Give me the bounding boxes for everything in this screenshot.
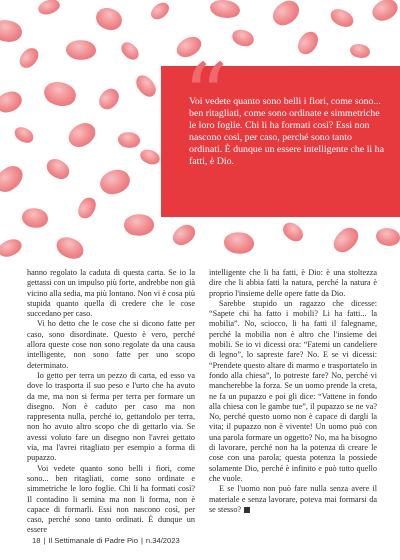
petal — [280, 218, 306, 245]
petal — [99, 169, 131, 196]
petal — [0, 162, 27, 196]
paragraph-last — [209, 484, 377, 515]
page-footer — [32, 536, 180, 545]
issue-number: n.34/2023 — [145, 536, 180, 545]
petal — [92, 2, 126, 36]
article-body — [27, 268, 377, 536]
magazine-name: Il Settimanale di Padre Pio — [48, 536, 138, 545]
petal — [374, 224, 400, 249]
petal — [95, 85, 123, 112]
paragraph-text: E se l'uomo non può fare nulla senza avere il materiale e senza lavorare, poteva mai formarsi da se stesso? — [209, 484, 377, 514]
petal — [74, 194, 100, 221]
petal — [0, 237, 24, 259]
article-column-2 — [209, 268, 377, 536]
page-number: 18 — [32, 536, 41, 545]
article-column-1 — [27, 268, 195, 536]
end-of-article-icon — [244, 507, 250, 513]
petal — [269, 0, 304, 29]
petal — [37, 0, 61, 16]
petal — [138, 146, 162, 168]
petal — [65, 120, 99, 150]
petal — [208, 0, 242, 22]
petal — [15, 45, 42, 71]
petal — [0, 16, 25, 47]
petal — [0, 90, 24, 114]
quote-mark-icon: “ — [183, 44, 228, 147]
hero-image-petals — [0, 0, 400, 262]
petal — [370, 0, 400, 23]
petal — [12, 123, 36, 147]
paragraph: hanno regolato la caduta di questa carta. Se io la gettassi con un impulso più forte, andrebbe non già vicino alla sedia, ma più lontano. Non vi è cosa più stupida quanto quella di credere che le cose succedano per caso. — [27, 268, 195, 319]
petal — [40, 76, 79, 111]
petal — [43, 154, 73, 184]
petal — [293, 28, 323, 58]
petal — [133, 72, 159, 101]
petal — [222, 228, 257, 257]
pull-quote-text: Voi vedete quanto sono belli i fiori, come sono... ben ritagliati, come sono ordinate e simmetriche le loro foglie. Chi li ha formati così? Essi non nascono così, per caso, perché sono tanto ordinati. È dunque un essere intelligente che li ha fatti, è Dio. — [189, 96, 384, 167]
petal — [122, 212, 155, 239]
petal — [348, 41, 372, 61]
petal — [329, 224, 363, 256]
paragraph: intelligente che li ha fatti, è Dio: è una stoltezza dire che li abbia fatti la natura, perché la natura è proprio l'insieme delle opere fatte da Dio. — [209, 268, 377, 298]
petal — [229, 26, 256, 51]
paragraph: Voi vedete quanto sono belli i fiori, come sono... ben ritagliati, come sono ordinate e simmetriche le loro foglie. Chi li ha formati così? Il contadino li semina ma non li forma, non è capace di formarli. Essi non nascono così, per caso, perché sono tanto ordinati. È dunque un essere — [27, 463, 195, 535]
paragraph: Io getto per terra un pezzo di carta, ed esso va dove lo trasporta il suo peso e l'urto che ha avuto da me, ma non si ferma per terra per formare un disegno. Non è caduto per caso ma non rappresenta nulla, perché io, gettandolo per terra, non ho avuto altro scopo che di gettarlo via. Se avessi voluto fare un disegno non l'avrei gettato via, ma l'avrei ritagliato per esempio a forma di pupazzo. — [27, 370, 195, 463]
paragraph: Sarebbe stupido un ragazzo che dicesse: “Sapete chi ha fatto i mobili? Li ha fatti... la mobilia”. No, sciocco, li ha fatti il falegname, perché la mobilia non è altro che l'insieme dei mobili. Se io vi dicessi ora: “Fatemi un candeliere di legno”, lo sapreste fare? No. E se vi dicessi: “Prendete questo altare di marmo e trasportatelo in fondo alla chiesa”, lo potreste fare? No, perché vi mancherebbe la forza. Se un uomo prende la creta, ne fa un pupazzo e poi gli dice: “Vattene in fondo alla chiesa con le gambe tue”, il pupazzo se ne va? No, perché questo uomo non è capace di dargli la vita; il pupazzo non è vivente! Un uomo può con una parola formare un oggetto? No, ma ha bisogno di lavorare, perché non ha la potenza di creare le cose con una parola; questa potenza la possiede solamente Dio, perché è infinito e può tutto quello che vuole. — [209, 298, 377, 483]
petal — [119, 39, 142, 63]
footer-separator: | — [43, 536, 46, 545]
petal — [328, 5, 357, 32]
pull-quote-box — [161, 44, 400, 217]
petal — [64, 38, 97, 63]
petal — [53, 232, 87, 262]
petal — [169, 222, 198, 248]
footer-separator: | — [140, 536, 143, 545]
petal — [116, 129, 141, 150]
paragraph: Vi ho detto che le cose che si dicono fatte per caso, sono disordinate. Questo è vero, perché allora queste cose non sono regolate da una causa intelligente, non sono fatte per uno scopo determinato. — [27, 319, 195, 370]
petal — [19, 204, 50, 232]
petal — [148, 0, 172, 22]
